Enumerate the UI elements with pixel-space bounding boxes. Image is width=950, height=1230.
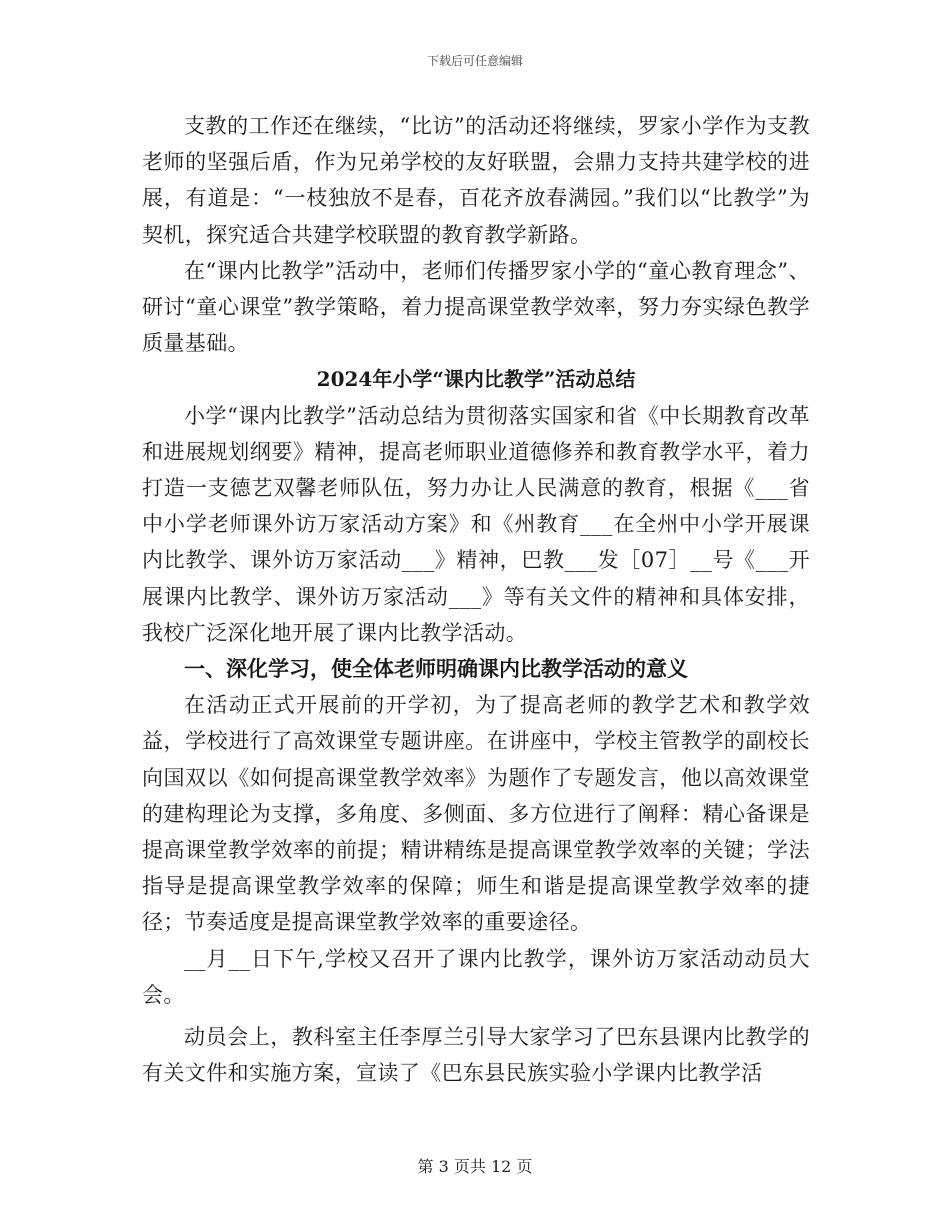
paragraph-classroom-competition: 在“课内比教学”活动中，老师们传播罗家小学的“童心教育理念”、研讨“童心课堂”教学策略，着力提高课堂教学效率，努力夯实绿色教学质量基础。 xyxy=(142,258,810,356)
paragraph-meeting-details: 动员会上，教科室主任李厚兰引导大家学习了巴东县课内比教学的有关文件和实施方案，宣读了《巴东县民族实验小学课内比教学活 xyxy=(142,1025,810,1086)
paragraph-support-teaching: 支教的工作还在继续，“比访”的活动还将继续，罗家小学作为支教老师的坚强后盾，作为兄弟学校的友好联盟，会鼎力支持共建学校的进展，有道是：“一枝独放不是春，百花齐放春满园。”我们以“比教学”为契机，探究适合共建学校联盟的教育教学新路。 xyxy=(142,114,810,247)
paragraph-lecture: 在活动正式开展前的开学初，为了提高老师的教学艺术和教学效益，学校进行了高效课堂专题讲座。在讲座中，学校主管教学的副校长向国双以《如何提高课堂教学效率》为题作了专题发言，他以高效课堂的建构理论为支撑，多角度、多侧面、多方位进行了阐释：精心备课是提高课堂教学效率的前提；精讲精练是提高课堂教学效率的关键；学法指导是提高课堂教学效率的保障；师生和谐是提高课堂教学效率的捷径；节奏适度是提高课堂教学效率的重要途径。 xyxy=(142,693,810,935)
section-title: 2024年小学“课内比教学”活动总结 xyxy=(316,367,636,392)
download-note: 下载后可任意编辑 xyxy=(426,54,523,68)
page-number: 第 3 页共 12 页 xyxy=(417,1157,533,1176)
document-body xyxy=(142,108,810,1091)
paragraph-summary-intro: 小学“课内比教学”活动总结为贯彻落实国家和省《中长期教育改革和进展规划纲要》精神，提高老师职业道德修养和教育教学水平，着力打造一支德艺双馨老师队伍，努力办让人民满意的教育，根据《___省中小学老师课外访万家活动方案》和《州教育___在全州中小学开展课内比教学、课外访万家活动___》精神，巴教___发［07］__号《___开展课内比教学、课外访万家活动___》等有关文件的精神和具体安排，我校广泛深化地开展了课内比教学活动。 xyxy=(142,403,810,645)
heading-deep-learning: 一、深化学习，使全体老师明确课内比教学活动的意义 xyxy=(184,656,688,682)
paragraph-mobilization-meeting: __月__日下午,学校又召开了课内比教学，课外访万家活动动员大会。 xyxy=(142,946,810,1007)
